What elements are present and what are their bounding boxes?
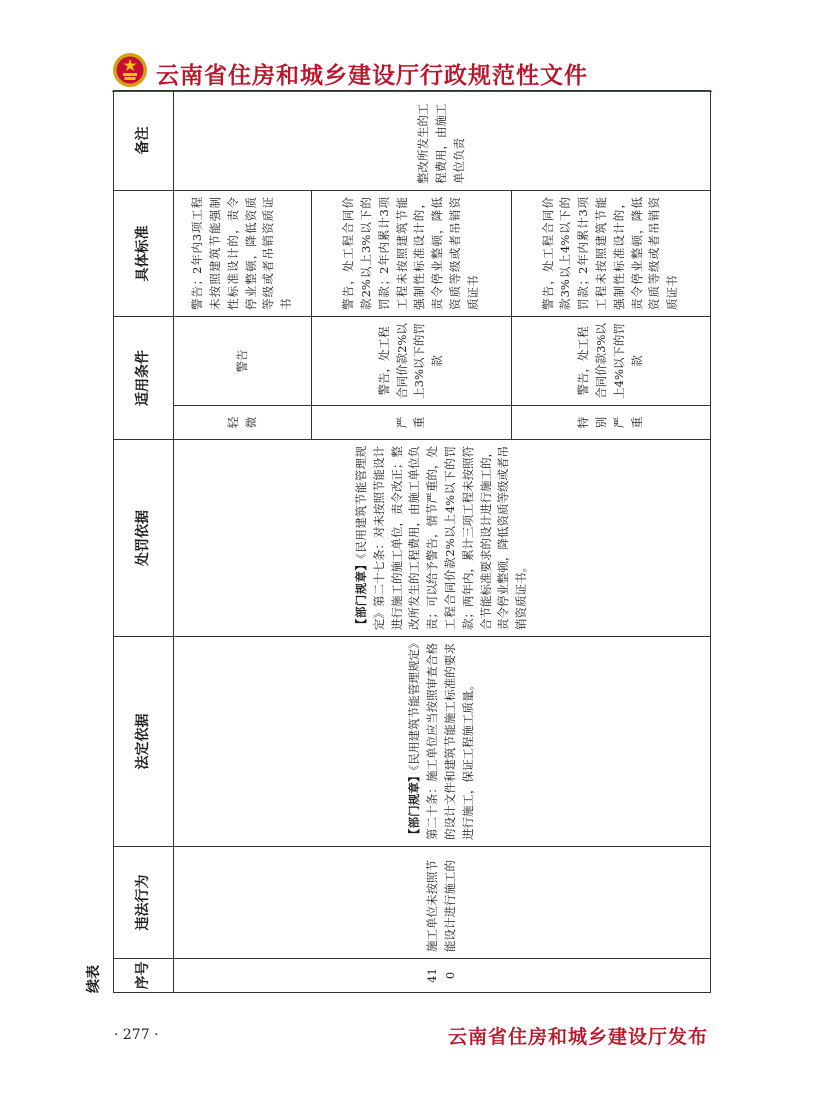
penalty-basis-cell	[174, 440, 711, 637]
column-header-penalty-basis: 处罚依据	[114, 440, 174, 637]
level-very-serious: 特别严重	[511, 406, 710, 440]
note-cell: 整改所发生的工程费用，由施工单位负责	[174, 91, 711, 191]
legal-basis-text: 《民用建筑节能管理规定》第二十条：施工单位应当按照审查合格的设计文件和建筑节能施工标准的要求进行施工，保证工程施工质量。	[407, 642, 475, 840]
column-header-act: 违法行为	[114, 847, 174, 959]
row-number: 410	[174, 959, 711, 993]
continued-label: 续表	[86, 965, 102, 993]
condition-minor: 警告	[174, 317, 312, 406]
rotated-table-container	[86, 91, 711, 993]
penalty-standard-table	[113, 90, 711, 993]
column-header-legal-basis: 法定依据	[114, 637, 174, 847]
condition-serious: 警告，处工程合同价款2%以上3%以下的罚款	[312, 317, 511, 406]
level-minor: 轻微	[174, 406, 312, 440]
page-number: · 277 ·	[114, 1027, 159, 1043]
penalty-basis-tag: 【部门规章】	[353, 558, 368, 630]
column-header-note: 备注	[114, 91, 174, 191]
table-row	[174, 91, 312, 993]
column-header-number: 序号	[114, 959, 174, 993]
document-header	[112, 52, 732, 92]
standard-minor: 警告；2年内3项工程未按照建筑节能强制性标准设计的，责令停业整顿，降低资质等级或者吊销资质证书	[174, 191, 312, 317]
national-emblem-icon	[112, 52, 148, 88]
violation-act: 施工单位未按照节能设计进行施工的	[174, 847, 711, 959]
column-header-standard: 具体标准	[114, 191, 174, 317]
standard-serious: 警告，处工程合同价款2%以上3%以下的罚款；2年内累计3项工程未按照建筑节能强制性标准设计的，责令停业整顿，降低资质等级或者吊销资质证书	[312, 191, 511, 317]
footer-publisher: 云南省住房和城乡建设厅发布	[447, 1026, 708, 1048]
legal-basis-cell	[174, 637, 711, 847]
column-header-condition: 适用条件	[114, 317, 174, 440]
level-serious: 严重	[312, 406, 511, 440]
header-title: 云南省住房和城乡建设厅行政规范性文件	[156, 63, 588, 89]
table-header-row	[114, 91, 174, 993]
standard-very-serious: 警告，处工程合同价款3%以上4%以下的罚款；2年内累计3项工程未按照建筑节能强制性标准设计的，责令停业整顿，降低资质等级或者吊销资质证书	[511, 191, 710, 317]
condition-very-serious: 警告，处工程合同价款3%以上4%以下的罚款	[511, 317, 710, 406]
penalty-basis-text: 《民用建筑节能管理规定》第二十七条：对未按照节能设计进行施工的施工单位，责令改正；整改所发生的工程费用，由施工单位负责；可以给予警告，情节严重的，处工程合同价款2%以上4%以下的罚款；两年内，累计三项工程未按照符合节能标准要求的设计进行施工的，责令停业整顿，降低资质等级或者吊销资质证书。	[353, 445, 529, 630]
legal-basis-tag: 【部门规章】	[407, 770, 422, 840]
